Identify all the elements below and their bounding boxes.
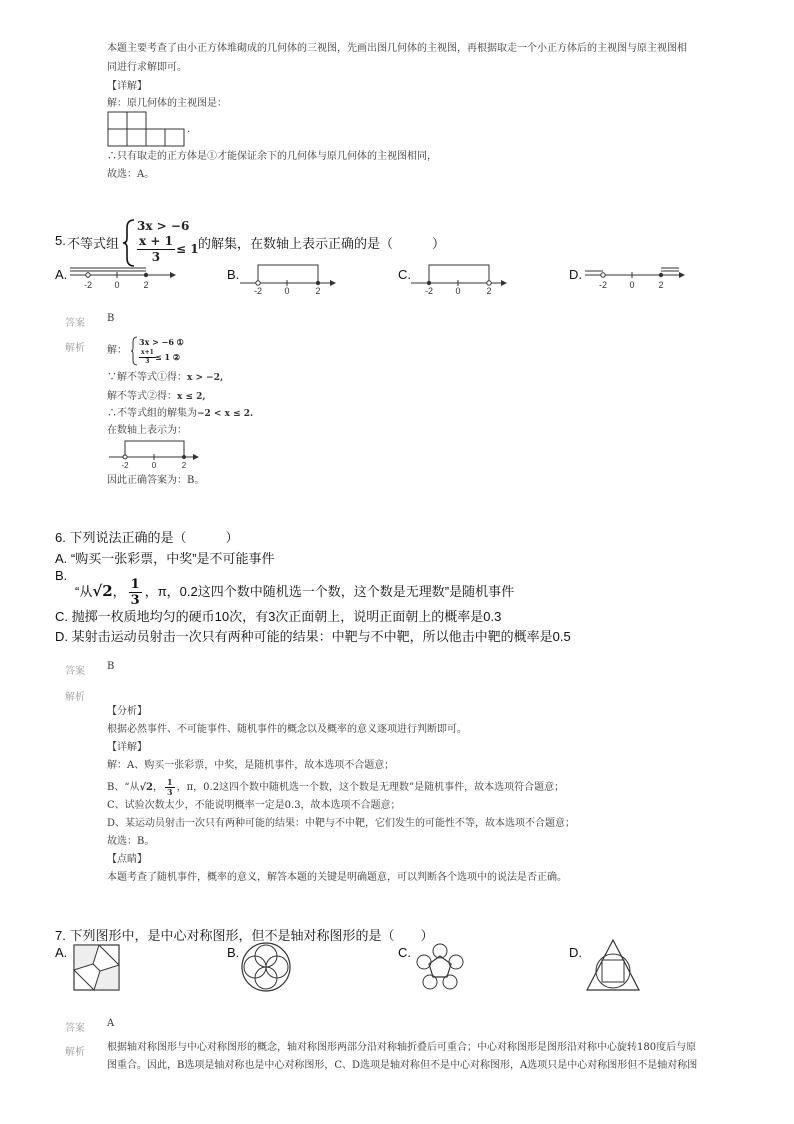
- q5-sys-1: 3x > −6 ①: [139, 337, 184, 347]
- q6-jb-num: 1: [167, 777, 173, 787]
- q6-analysis-tag: 【分析】: [107, 706, 147, 717]
- q6-detail-a: 解：A、购买一张彩票，中奖，是随机事件，故本选项不合题意；: [107, 760, 395, 771]
- q5-step-1-text: ∵解不等式①得：: [107, 372, 187, 383]
- q5s-tick-0: 0: [151, 461, 157, 470]
- front-view-figure: [107, 111, 187, 147]
- q5a-tick-2: 2: [143, 280, 149, 290]
- solution-intro: 解：原几何体的主视图是：: [107, 98, 227, 109]
- q6-jb-fraction: [165, 778, 175, 797]
- q6-detail-c: C、试验次数太少，不能说明概率一定是0.3，故本选项不合题意；: [107, 800, 401, 811]
- q5-option-d-numberline[interactable]: [581, 262, 687, 294]
- q7-analysis-line-2: 图重合。因此，B选项是轴对称也是中心对称图形，C、D选项是轴对称但不是中心对称图形，A选项只是中心对称图形但不是轴对称图: [107, 1060, 698, 1071]
- q5-step-2-text: 解不等式②得：: [107, 391, 177, 402]
- q5d-tick-neg2: -2: [598, 280, 608, 290]
- q6-jb-sqrt: √2: [139, 782, 153, 793]
- q6-b-sep: ，: [112, 583, 126, 599]
- choose-answer: 故选：A。: [107, 169, 155, 180]
- cube-bottom-2: [127, 129, 146, 146]
- q6-option-b-label[interactable]: B.: [55, 568, 68, 583]
- q6-choose: 故选：B。: [107, 836, 155, 847]
- q5-option-a-numberline[interactable]: [66, 262, 176, 294]
- q5-suffix: 的解集，在数轴上表示正确的是（ ）: [198, 236, 446, 251]
- q6-detail-tag: 【详解】: [107, 742, 147, 753]
- q5-sol-prefix: 解：: [107, 345, 127, 356]
- q5-prefix: 不等式组: [67, 236, 120, 251]
- q5a-tick-neg2: -2: [83, 280, 93, 290]
- q5s-tick-2: 2: [181, 461, 187, 470]
- q5-sys-2-tail: ≤ 1 ②: [155, 352, 181, 362]
- q6-b-fraction: [129, 577, 142, 608]
- q7-option-b-label[interactable]: B.: [227, 945, 240, 960]
- q5-option-b-label[interactable]: B.: [227, 267, 240, 282]
- q5-fraction: [137, 234, 175, 265]
- q5-ineq-1: 3x > −6: [137, 219, 190, 233]
- q5-sys-frac-num: x+1: [141, 349, 154, 356]
- q5-step-1: [107, 371, 223, 385]
- q7-option-c-figure[interactable]: [413, 942, 467, 994]
- q6-dianjing-tag: 【点睛】: [107, 854, 147, 865]
- q6-answer: B: [107, 661, 115, 672]
- q7-option-b-figure[interactable]: [240, 941, 292, 993]
- q5-sys-frac-den: 3: [145, 358, 150, 365]
- q7-analysis-line-1: 根据轴对称图形与中心对称图形的概念，轴对称图形两部分沿对称轴折叠后可重合；中心对称图形是图形沿对称中心旋转180度后与原: [107, 1042, 697, 1053]
- explanation-line-2: 同进行求解即可。: [107, 62, 187, 73]
- q6-option-d[interactable]: D. 某射击运动员射击一次只有两种可能的结果：中靶与不中靶，所以他击中靶的概率是0.5: [55, 629, 571, 644]
- q7-stem: 7. 下列图形中，是中心对称图形，但不是轴对称图形的是（ ）: [55, 928, 434, 943]
- q7-analysis-label: 解析: [65, 1047, 85, 1058]
- q6-option-c[interactable]: C. 抛掷一枚质地均匀的硬币10次，有3次正面朝上，说明正面朝上的概率是0.3: [55, 609, 502, 624]
- q6-b-num: 1: [130, 577, 140, 592]
- figure-period: .: [187, 124, 191, 135]
- cube-top-left: [108, 112, 127, 129]
- explanation-line-1: 本题主要考查了由小正方体堆砌成的几何体的三视图，先画出图几何体的主视图，再根据取走一个小正方体后的主视图与原主视图相: [107, 43, 687, 54]
- q5b-tick-neg2: -2: [253, 286, 263, 296]
- q6-b-open: “从: [75, 583, 93, 599]
- q5-frac-numerator: x + 1: [139, 234, 173, 248]
- q5d-tick-2: 2: [658, 280, 664, 290]
- q5s-tick-neg2: -2: [121, 461, 129, 470]
- q5-sys-fraction: [139, 349, 156, 366]
- cube-bottom-3: [146, 129, 165, 146]
- q5c-tick-neg2: -2: [424, 286, 434, 296]
- q5-answer-label: 答案: [65, 318, 85, 329]
- q5-option-a-label[interactable]: A.: [55, 267, 68, 282]
- q7-option-d-figure[interactable]: [585, 938, 641, 994]
- q6-jb-post: ，π，0.2这四个数中随机选一个数，这个数是无理数”是随机事件，故本选项符合题意；: [176, 782, 565, 793]
- q5-step-2-math: x ≤ 2,: [177, 392, 206, 402]
- q5b-tick-0: 0: [284, 286, 290, 296]
- q5-option-c-numberline[interactable]: [409, 260, 509, 296]
- q6-jb-pre: B、“从: [107, 782, 140, 793]
- cube-top-middle: [127, 112, 146, 129]
- q5-number: 5.: [55, 233, 66, 248]
- q5-step-2: [107, 390, 206, 404]
- q5a-tick-0: 0: [114, 280, 120, 290]
- q5-step-4: 在数轴上表示为：: [107, 425, 187, 436]
- q5-final: 因此正确答案为：B。: [107, 475, 205, 486]
- q6-detail-d: D、某运动员射击一次只有两种可能的结果：中靶与不中靶，它们发生的可能性不等，故本选项不合题意；: [107, 818, 576, 829]
- conclusion-line: ∴只有取走的正方体是①才能保证余下的几何体与原几何体的主视图相同，: [107, 151, 437, 162]
- q7-option-d-label[interactable]: D.: [569, 945, 582, 960]
- q5b-tick-2: 2: [315, 286, 321, 296]
- q5c-tick-0: 0: [455, 286, 461, 296]
- q5-solution-numberline: [107, 437, 202, 471]
- q6-option-b[interactable]: [75, 577, 514, 608]
- q6-answer-label: 答案: [65, 666, 85, 677]
- q5-brace: [122, 218, 136, 268]
- q5-option-d-label[interactable]: D.: [569, 267, 582, 282]
- q7-answer-label: 答案: [65, 1023, 85, 1034]
- q6-b-rest: ，π，0.2这四个数中随机选一个数，这个数是无理数”是随机事件: [144, 583, 515, 599]
- q5-sol-brace: [130, 336, 138, 366]
- q6-dianjing-text: 本题考查了随机事件，概率的意义，解答本题的关键是明确题意，可以判断各个选项中的说法是否正确。: [107, 872, 567, 883]
- q7-answer: A: [107, 1018, 115, 1029]
- q6-option-a[interactable]: A. “购买一张彩票，中奖”是不可能事件: [55, 551, 275, 566]
- q5-option-b-numberline[interactable]: [238, 260, 338, 296]
- q7-option-a-label[interactable]: A.: [55, 945, 68, 960]
- cube-bottom-1: [108, 129, 127, 146]
- q5-step-3: [107, 407, 253, 421]
- q5-analysis-label: 解析: [65, 343, 85, 354]
- q5d-tick-0: 0: [629, 280, 635, 290]
- q7-option-a-figure[interactable]: [73, 944, 121, 992]
- q6-analysis-text: 根据必然事件、不可能事件、随机事件的概念以及概率的意义逐项进行判断即可。: [107, 724, 467, 735]
- q5-ineq-2-tail: ≤ 1: [176, 242, 199, 256]
- q7-option-c-label[interactable]: C.: [398, 945, 411, 960]
- q6-analysis-label: 解析: [65, 692, 85, 703]
- q6-detail-b: B、“从√2， $\frac{1}{3}$ ，π，0.2这四个数中随机选一个数，这个数是无理数”是随机事件，故本选项符合题意；: [107, 777, 565, 797]
- q5-step-1-math: x > −2,: [187, 373, 224, 383]
- cube-bottom-4: [165, 129, 184, 146]
- q5-answer: B: [107, 313, 115, 324]
- q5-step-3-math: −2 < x ≤ 2.: [197, 409, 254, 419]
- detail-tag: 【详解】: [107, 81, 147, 92]
- q6-stem: 6. 下列说法正确的是（ ）: [55, 530, 239, 545]
- q5c-tick-2: 2: [486, 286, 492, 296]
- q5-frac-denominator: 3: [151, 250, 161, 264]
- q6-b-sqrt: √2: [92, 581, 113, 600]
- q5-option-c-label[interactable]: C.: [398, 267, 411, 282]
- q5-step-3-text: ∴不等式组的解集为: [107, 408, 197, 419]
- q6-jb-den: 3: [167, 787, 173, 797]
- q6-b-den: 3: [130, 593, 140, 608]
